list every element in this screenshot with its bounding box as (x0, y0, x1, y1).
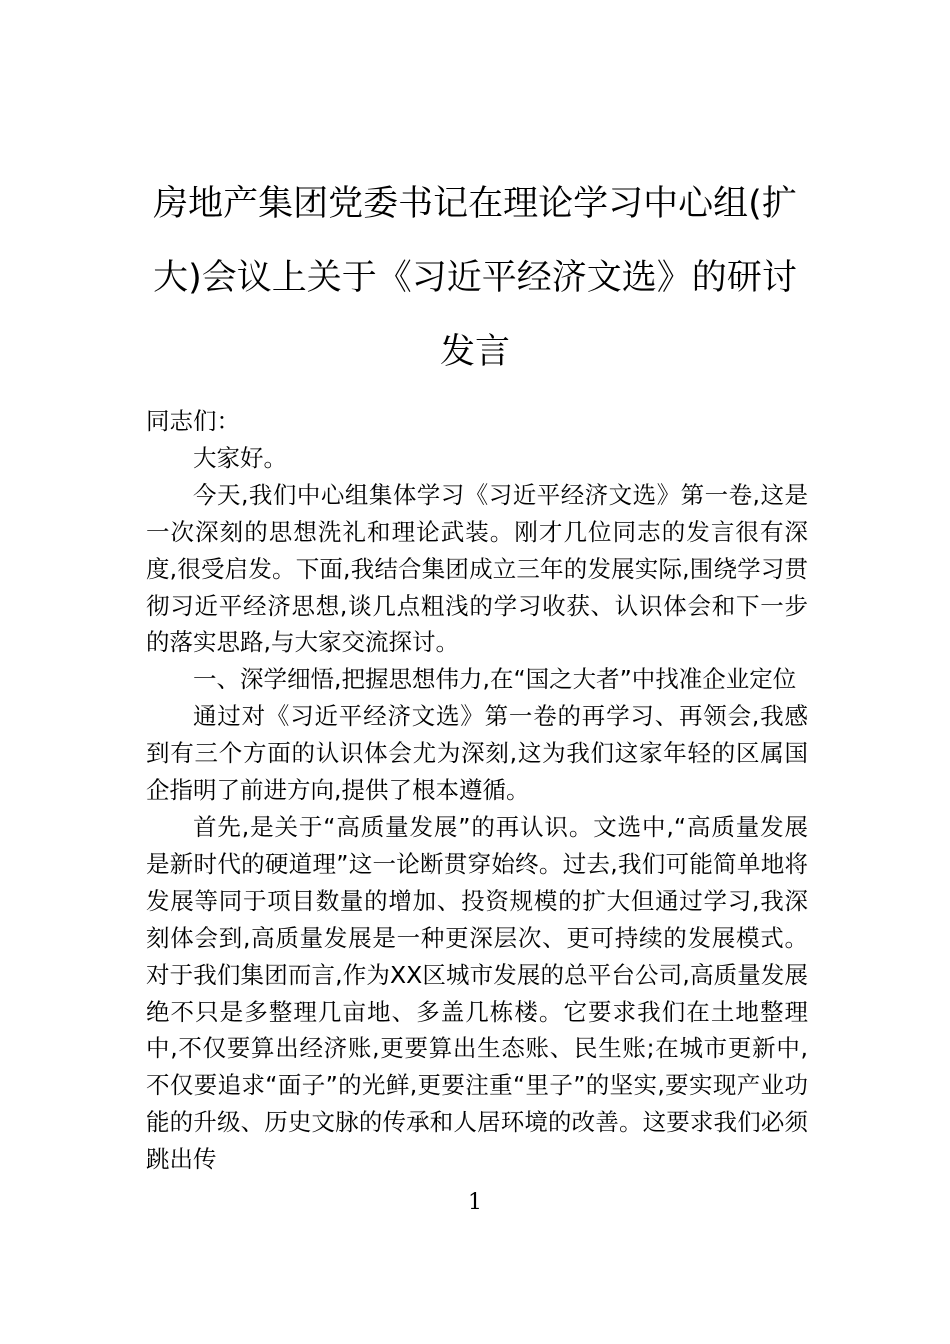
page-number: 1 (468, 1190, 482, 1215)
document-body (146, 403, 808, 1178)
title-line-3: 发言 (439, 332, 510, 372)
paragraph-intro: 今天,我们中心组集体学习《习近平经济文选》第一卷,这是一次深刻的思想洗礼和理论武装。刚才几位同志的发言很有深度,很受启发。下面,我结合集团成立三年的发展实际,围绕学习贯彻习近平经济思想,谈几点粗浅的学习收获、认识体会和下一步的落实思路,与大家交流探讨。 (146, 480, 808, 657)
salutation: 同志们： (146, 407, 240, 435)
document-title (140, 167, 810, 389)
paragraph-section-1-intro: 通过对《习近平经济文选》第一卷的再学习、再领会,我感到有三个方面的认识体会尤为深刻,这为我们这家年轻的区属国企指明了前进方向,提供了根本遵循。 (146, 702, 808, 805)
title-line-2: 大)会议上关于《习近平经济文选》的研讨 (153, 258, 797, 298)
paragraph-greeting: 大家好。 (193, 443, 287, 472)
section-heading-1: 一、深学细悟,把握思想伟力,在“国之大者”中找准企业定位 (193, 665, 797, 694)
paragraph-high-quality-development: 首先,是关于“高质量发展”的再认识。文选中,“高质量发展是新时代的硬道理”这一论断贯穿始终。过去,我们可能简单地将发展等同于项目数量的增加、投资规模的扩大但通过学习,我深刻体会到,高质量发展是一种更深层次、更可持续的发展模式。对于我们集团而言,作为XX区城市发展的总平台公司,高质量发展绝不只是多整理几亩地、多盖几栋楼。它要求我们在土地整理中,不仅要算出经济账,更要算出生态账、民生账;在城市更新中,不仅要追求“面子”的光鲜,更要注重“里子”的坚实,要实现产业功能的升级、历史文脉的传承和人居环境的改善。这要求我们必须跳出传 (146, 812, 808, 1174)
title-line-1: 房地产集团党委书记在理论学习中心组(扩 (153, 184, 797, 224)
